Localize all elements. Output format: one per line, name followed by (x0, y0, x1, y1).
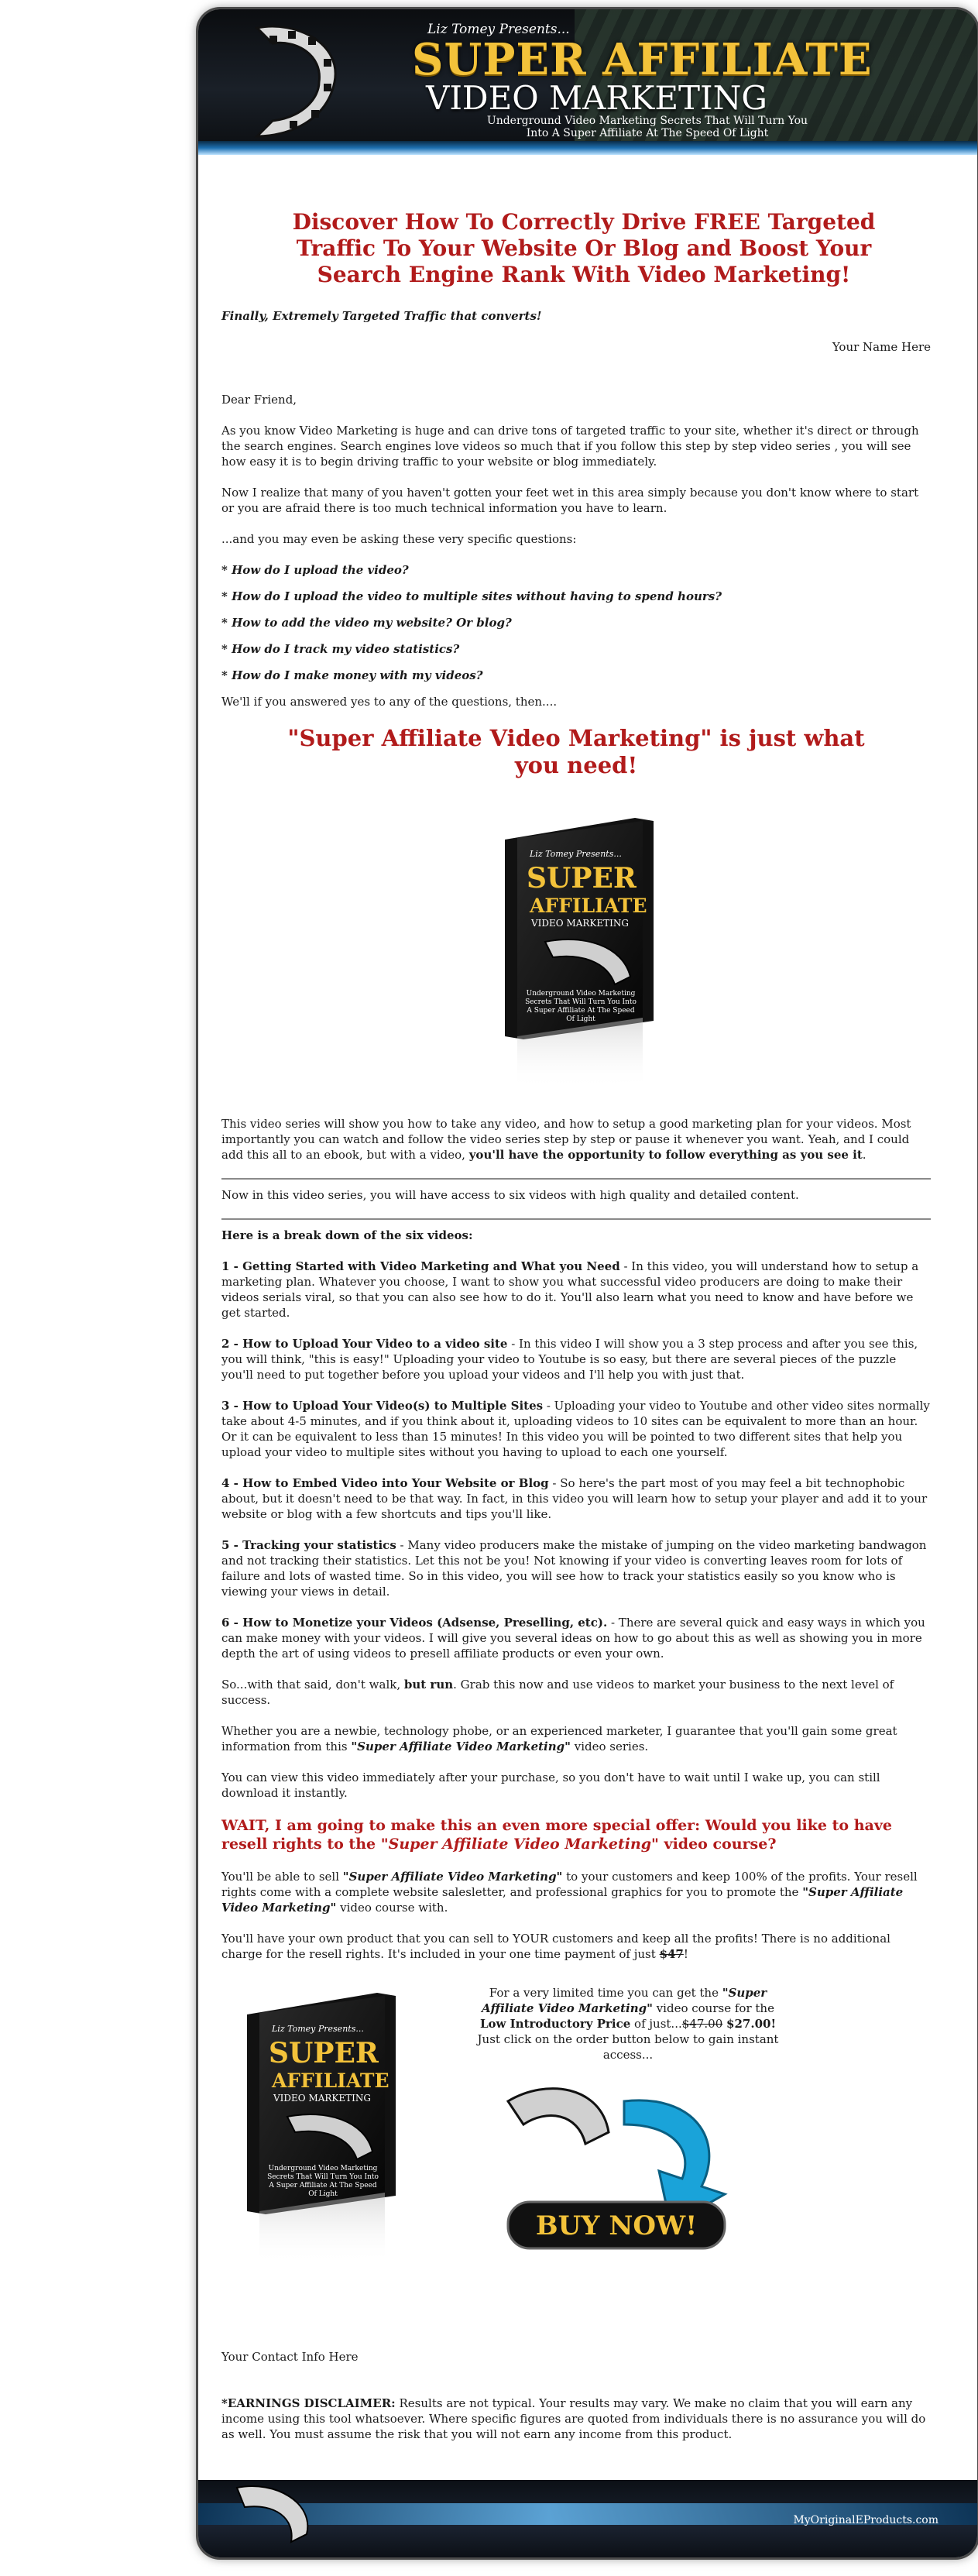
newbie-text-end: video series. (570, 1740, 649, 1753)
own-product-paragraph (221, 1931, 931, 1962)
subheadline: Finally, Extremely Targeted Traffic that converts! (221, 309, 542, 323)
mid-headline: "Super Affiliate Video Marketing" is just what you need! (287, 725, 865, 778)
intro-paragraph: Now I realize that many of you haven't gotten your feet wet in this area simply because you don't know where to start or you are afraid there is too much technical information you have to learn. (221, 486, 919, 515)
header-title-line2: VIDEO MARKETING (426, 79, 767, 117)
intro-paragraph: As you know Video Marketing is huge and can drive tons of targeted traffic to your site, whether it's direct or through the search engines. Search engines love videos so much that if you follow this step by step video series , you will see how easy it is to begin driving traffic to your website or blog immediately. (221, 424, 919, 469)
dvd-case-small (221, 1985, 415, 2264)
buy-now-graphic (492, 2070, 740, 2256)
earnings-disclaimer (221, 2396, 931, 2442)
header-blue-stripe (198, 141, 977, 155)
main-headline: Discover How To Correctly Drive FREE Targeted Traffic To Your Website Or Blog and Boost Your Search Engine Rank With Video Marketing! (292, 209, 876, 287)
own-product-end: ! (683, 1947, 688, 1961)
header-presents: Liz Tomey Presents... (427, 22, 570, 37)
series-paragraph (221, 1116, 931, 1163)
video-desc: - There are several quick and easy ways in which you can make money with your videos. I will give you several ideas on how to go about this as well as showing you in more depth the art of using videos to presell affiliate products or even your own. (221, 1616, 925, 1661)
so-text-end: . Grab this now and use videos to market your business to the next level of success. (221, 1678, 894, 1707)
dvd-video-marketing: VIDEO MARKETING (531, 918, 629, 929)
video-title: 1 - Getting Started with Video Marketing and What you Need (221, 1259, 620, 1273)
author-name: Your Name Here (832, 340, 931, 354)
dvd-super: SUPER (269, 2037, 379, 2069)
video-desc: - Many video producers make the mistake of jumping on the video marketing bandwagon and not tracking their statistics. Let this not be you! Not knowing if your video is converting leaves room for lots of failure and lots of wasted time. So in this video, you will see how to track your statistics easily so you know who is viewing your views in detail. (221, 1538, 927, 1599)
resell-paragraph (221, 1869, 931, 1915)
series-text: This video series will show you how to take any video, and how to setup a good marketing plan for your videos. Most importantly you can watch and follow the video series step by step or pause it whenever you want. Yeah, and I could add this all to an ebook, but with a video, (221, 1117, 911, 1162)
video-item (221, 1336, 931, 1382)
dvd-product-image (221, 810, 931, 1093)
own-product-text: You'll have your own product that you can sell to YOUR customers and keep all the profits! There is no additional charge for the resell rights. It's included in your one time payment of just (221, 1932, 890, 1961)
resell-text: You'll be able to sell (221, 1870, 343, 1884)
dvd-presents: Liz Tomey Presents... (530, 849, 622, 859)
header-title-line1: SUPER AFFILIATE (412, 34, 873, 85)
video-item (221, 1398, 931, 1460)
so-bold: but run (403, 1678, 454, 1692)
header-banner (198, 9, 977, 155)
video-title: 3 - How to Upload Your Video(s) to Multiple Sites (221, 1399, 544, 1413)
film-reel-icon (508, 2089, 609, 2144)
tagline-line2: Into A Super Affiliate At The Speed Of Light (526, 127, 769, 139)
old-price: $47.00 (681, 2017, 723, 2031)
immediate-paragraph: You can view this video immediately after your purchase, so you don't have to wait until I wake up, you can still download it instantly. (221, 1771, 880, 1800)
dvd-video-marketing: VIDEO MARKETING (273, 2093, 371, 2104)
video-title: 6 - How to Monetize your Videos (Adsense, Preselling, etc). (221, 1616, 608, 1630)
order-text (477, 1985, 779, 2063)
video-desc: - In this video I will show you a 3 step process and after you see this, you will think, "this is easy!" Uploading your video to Youtube is so easy, but there are several pieces of the puzzle you'll need to put together before you upload your videos and I'll help you with just that. (221, 1337, 918, 1382)
dvd-affiliate: AFFILIATE (272, 2069, 389, 2092)
newbie-product-name: "Super Affiliate Video Marketing" (351, 1740, 571, 1753)
divider (221, 1178, 931, 1180)
video-item (221, 1615, 931, 1661)
video-item (221, 1537, 931, 1599)
so-text: So...with that said, don't walk, (221, 1678, 404, 1692)
video-title: 2 - How to Upload Your Video to a video site (221, 1337, 508, 1351)
order-line: video course for the (652, 2001, 774, 2015)
sales-page (198, 9, 977, 2557)
question-item: * How do I upload the video to multiple sites without having to spend hours? (221, 589, 722, 603)
breakdown-heading: Here is a break down of the six videos: (221, 1228, 473, 1242)
so-paragraph (221, 1677, 931, 1708)
footer-banner (198, 2480, 977, 2557)
intro-price-label: Low Introductory Price (479, 2017, 631, 2031)
contact-info: Your Contact Info Here (221, 2350, 359, 2364)
resell-text-mid: to your customers and keep 100% of the profits. Your resell rights come with a complete website salesletter, and professional graphics for you to promote the (221, 1870, 918, 1899)
offer-text: WAIT, I am going to make this an even more special offer: Would you like to have resell rights to the (221, 1817, 892, 1853)
access-paragraph: Now in this video series, you will have access to six videos with high quality and detailed content. (221, 1188, 799, 1202)
tagline-line1: Underground Video Marketing Secrets That Will Turn You (486, 115, 808, 127)
newbie-paragraph (221, 1723, 931, 1754)
dvd-affiliate: AFFILIATE (530, 895, 647, 917)
video-item (221, 1259, 931, 1321)
disclaimer-label: *EARNINGS DISCLAIMER: (221, 2396, 396, 2410)
offer-product-name: "Super Affiliate Video Marketing" (380, 1836, 659, 1853)
series-end: . (862, 1148, 866, 1162)
dvd-presents: Liz Tomey Presents... (272, 2024, 364, 2034)
dvd-blurb: Underground Video Marketing Secrets That Will Turn You Into A Super Affiliate At The Speed Of Light (525, 990, 637, 1023)
buy-now-button[interactable] (492, 2070, 740, 2256)
disclaimer-text: Results are not typical. Your results may vary. We make no claim that you will earn any income using this tool whatsoever. Where specific figures are quoted from individuals there is no assurance you will do as well. You must assume the risk that you will not earn any income from this product. (221, 2396, 926, 2441)
dvd-case-illustration (483, 810, 669, 1089)
resell-product-name: "Super Affiliate Video Marketing" (342, 1870, 563, 1884)
newbie-text: Whether you are a newbie, technology phobe, or an experienced marketer, I guarantee that you'll gain some great information from this (221, 1724, 897, 1753)
order-section (221, 1985, 931, 2295)
dvd-blurb: Underground Video Marketing Secrets That Will Turn You Into A Super Affiliate At The Speed Of Light (267, 2165, 379, 2198)
question-item: * How do I make money with my videos? (221, 668, 483, 682)
order-product-name: "Super Affiliate Video Marketing" (482, 1986, 767, 2015)
dvd-super: SUPER (527, 862, 637, 895)
video-desc: - Uploading your video to Youtube and other video sites normally take about 4-5 minutes, and if you think about it, uploading videos to 10 sites can be equivalent to more than an hour. Or it can be equivalent to less than 15 minutes! In this video you will be pointed to two different sites that help you upload your video to multiple sites without you having to upload to each one yourself. (221, 1399, 930, 1459)
video-title: 5 - Tracking your statistics (221, 1538, 396, 1552)
film-reel-icon (229, 2480, 322, 2557)
offer-text-end: video course? (658, 1836, 777, 1853)
video-desc: - In this video, you will understand how to setup a marketing plan. Whatever you choose, I want to show you what successful video producers are doing to make their videos serials viral, so that you can also see how to do it. You'll also learn what you need to know and have before we get started. (221, 1259, 919, 1320)
resell-product-name: "Super Affiliate Video Marketing" (221, 1885, 904, 1915)
film-reel-icon (242, 20, 358, 144)
footer-link[interactable]: MyOriginalEProducts.com (793, 2514, 939, 2526)
series-bold: you'll have the opportunity to follow everything as you see it (468, 1148, 863, 1162)
new-price: $27.00! (726, 2017, 777, 2031)
intro-paragraph: ...and you may even be asking these very specific questions: (221, 532, 577, 546)
order-line: of just... (630, 2017, 682, 2031)
question-item: * How to add the video my website? Or blog? (221, 616, 512, 630)
video-title: 4 - How to Embed Video into Your Website or Blog (221, 1476, 549, 1490)
special-offer-heading (221, 1816, 931, 1853)
answered-line: We'll if you answered yes to any of the questions, then.... (221, 695, 558, 709)
order-line: For a very limited time you can get the (489, 1986, 722, 2000)
buy-now-label: BUY NOW! (535, 2210, 698, 2241)
struck-price: $47 (659, 1947, 684, 1961)
divider (221, 1218, 931, 1220)
main-content (198, 209, 977, 2442)
question-item: * How do I upload the video? (221, 563, 409, 577)
greeting: Dear Friend, (221, 393, 297, 407)
video-desc: - So here's the part most of you may feel a bit technophobic about, but it doesn't need to be that way. In fact, in this video you will learn how to setup your player and add it to your website or blog with a few shortcuts and tips you'll like. (221, 1476, 928, 1521)
header-tagline (431, 115, 864, 139)
order-line: Just click on the order button below to gain instant access... (477, 2032, 779, 2062)
video-item (221, 1475, 931, 1522)
resell-text-end: video course with. (336, 1901, 448, 1915)
question-item: * How do I track my video statistics? (221, 642, 460, 656)
